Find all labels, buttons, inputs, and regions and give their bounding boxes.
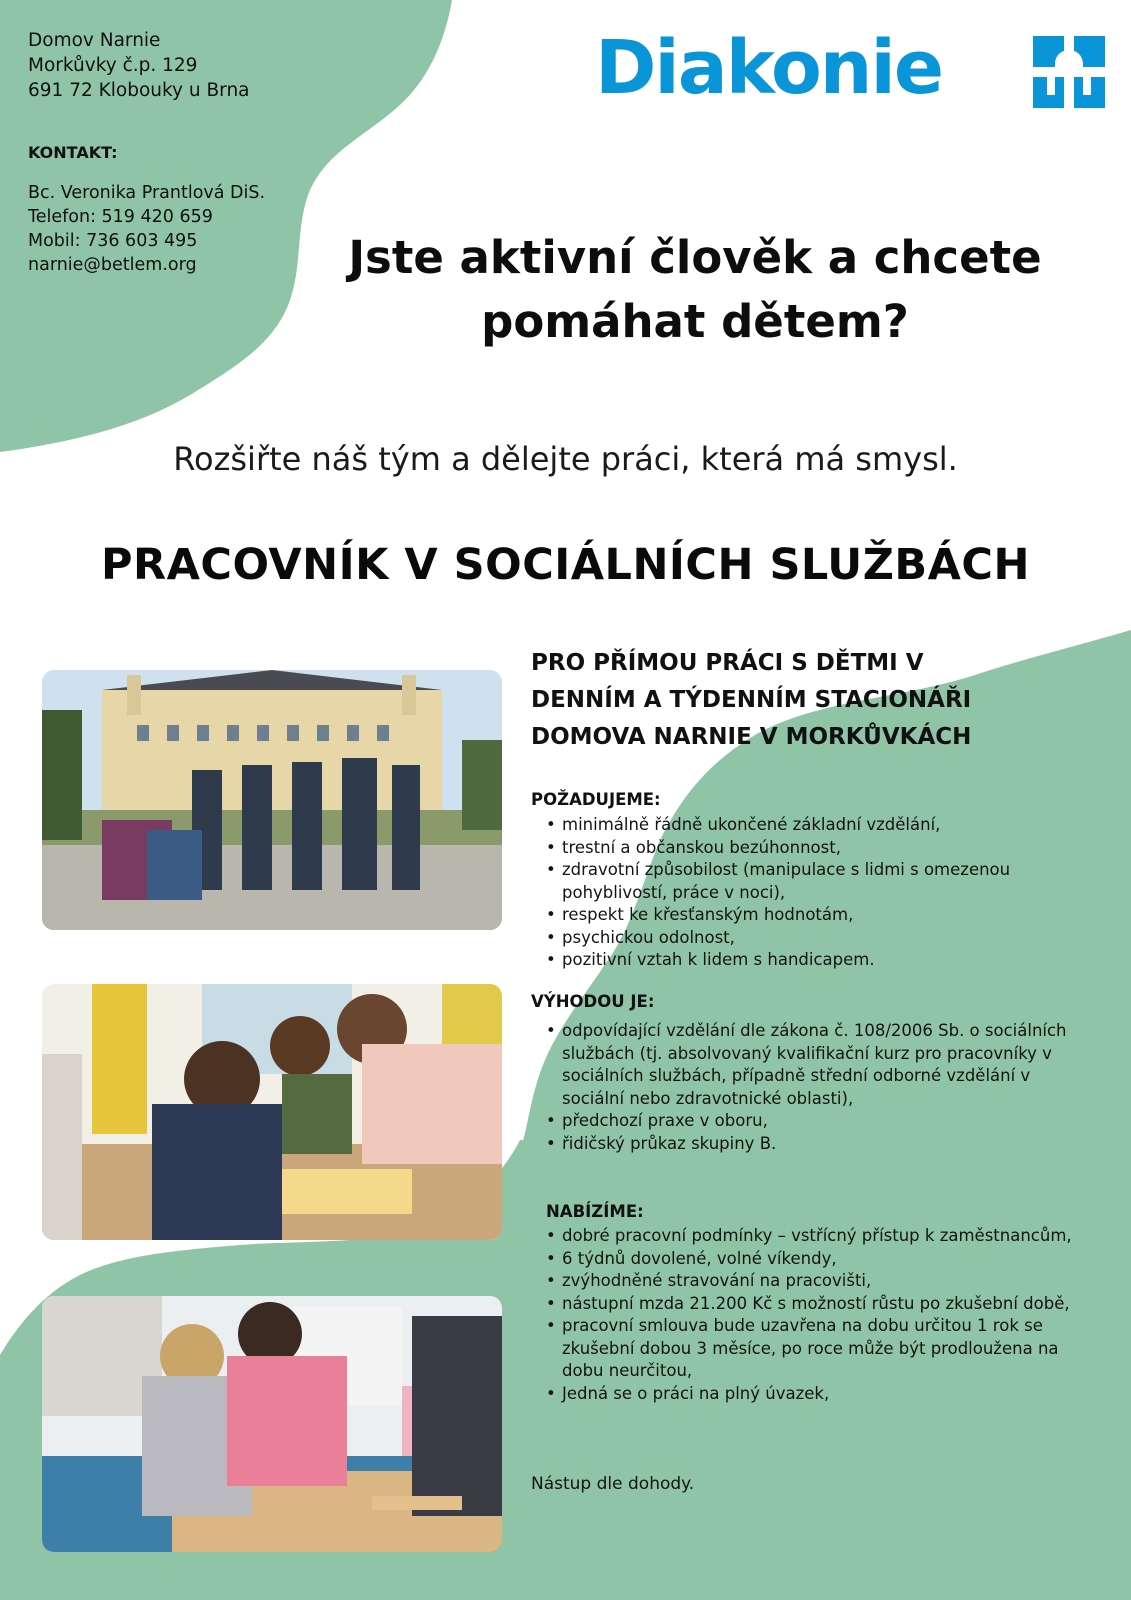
contact-name: Bc. Veronika Prantlová DiS. (28, 183, 266, 203)
address-line-2: Morkůvky č.p. 129 (28, 55, 198, 76)
list-item: • Jedná se o práci na plný úvazek, (531, 1383, 1086, 1406)
photo-group-at-chateau (42, 670, 502, 930)
list-item: • zvýhodněné stravování na pracovišti, (531, 1270, 1086, 1293)
list-item: • trestní a občanskou bezúhonnost, (531, 837, 1091, 860)
contact-block (28, 181, 328, 277)
subhead-line-3: DOMOVA NARNIE V MORKŮVKÁCH (531, 724, 972, 750)
contact-phone: Telefon: 519 420 659 (28, 207, 213, 227)
list-item: • pozitivní vztah k lidem s handicapem. (531, 949, 1091, 972)
list-item: • řidičský průkaz skupiny B. (531, 1133, 1096, 1156)
contact-heading: KONTAKT: (28, 143, 118, 162)
requirements-list (531, 814, 1091, 972)
logo-text: Diakonie (595, 25, 943, 111)
list-item: • psychickou odolnost, (531, 927, 1091, 950)
contact-email: narnie@betlem.org (28, 255, 197, 275)
list-item: • zdravotní způsobilost (manipulace s lidmi s omezenou pohyblivostí, práce v noci), (531, 859, 1091, 904)
address-block (28, 28, 328, 103)
headline (290, 226, 1100, 354)
list-item: • předchozí praxe v oboru, (531, 1110, 1096, 1133)
advantages-list (531, 1020, 1096, 1155)
headline-line-1: Jste aktivní člověk a chcete (348, 231, 1042, 284)
headline-line-2: pomáhat dětem? (481, 295, 909, 348)
diakonie-cross-logo-icon (1033, 36, 1105, 108)
address-line-1: Domov Narnie (28, 30, 161, 51)
position-title: PRACOVNÍK V SOCIÁLNÍCH SLUŽBÁCH (101, 540, 1030, 590)
diakonie-logo (595, 26, 1105, 116)
photo-baking-cookies (42, 984, 502, 1240)
offer-heading: NABÍZÍME: (546, 1202, 644, 1221)
list-item: • respekt ke křesťanským hodnotám, (531, 904, 1091, 927)
subhead-line-1: PRO PŘÍMOU PRÁCI S DĚTMI V (531, 650, 924, 676)
contact-mobile: Mobil: 736 603 495 (28, 231, 198, 251)
list-item: • pracovní smlouva bude uzavřena na dobu určitou 1 rok se zkušební dobou 3 měsíce, po roce může být prodloužena na dobu neurčitou, (531, 1315, 1086, 1383)
offer-list (531, 1225, 1086, 1405)
list-item: • dobré pracovní podmínky – vstřícný přístup k zaměstnancům, (531, 1225, 1086, 1248)
list-item: • minimálně řádně ukončené základní vzdělání, (531, 814, 1091, 837)
requirements-heading: POŽADUJEME: (531, 790, 661, 809)
list-item: • 6 týdnů dovolené, volné víkendy, (531, 1248, 1086, 1271)
list-item: • nástupní mzda 21.200 Kč s možností růstu po zkušební době, (531, 1293, 1086, 1316)
advantages-heading: VÝHODOU JE: (531, 992, 655, 1011)
address-line-3: 691 72 Klobouky u Brna (28, 80, 250, 101)
subhead-line-2: DENNÍM A TÝDENNÍM STACIONÁŘI (531, 687, 972, 713)
tagline: Rozšiřte náš tým a dělejte práci, která má smysl. (173, 440, 958, 478)
list-item: • odpovídající vzdělání dle zákona č. 108/2006 Sb. o sociálních službách (tj. absolvovaný kvalifikační kurz pro pracovníky v sociálních službách, případně střední odborné vzdělání v sociální nebo zdravotnické oblasti), (531, 1020, 1096, 1110)
start-date-note: Nástup dle dohody. (531, 1474, 695, 1494)
job-subheading (531, 645, 1111, 756)
photo-rolling-dough (42, 1296, 502, 1552)
